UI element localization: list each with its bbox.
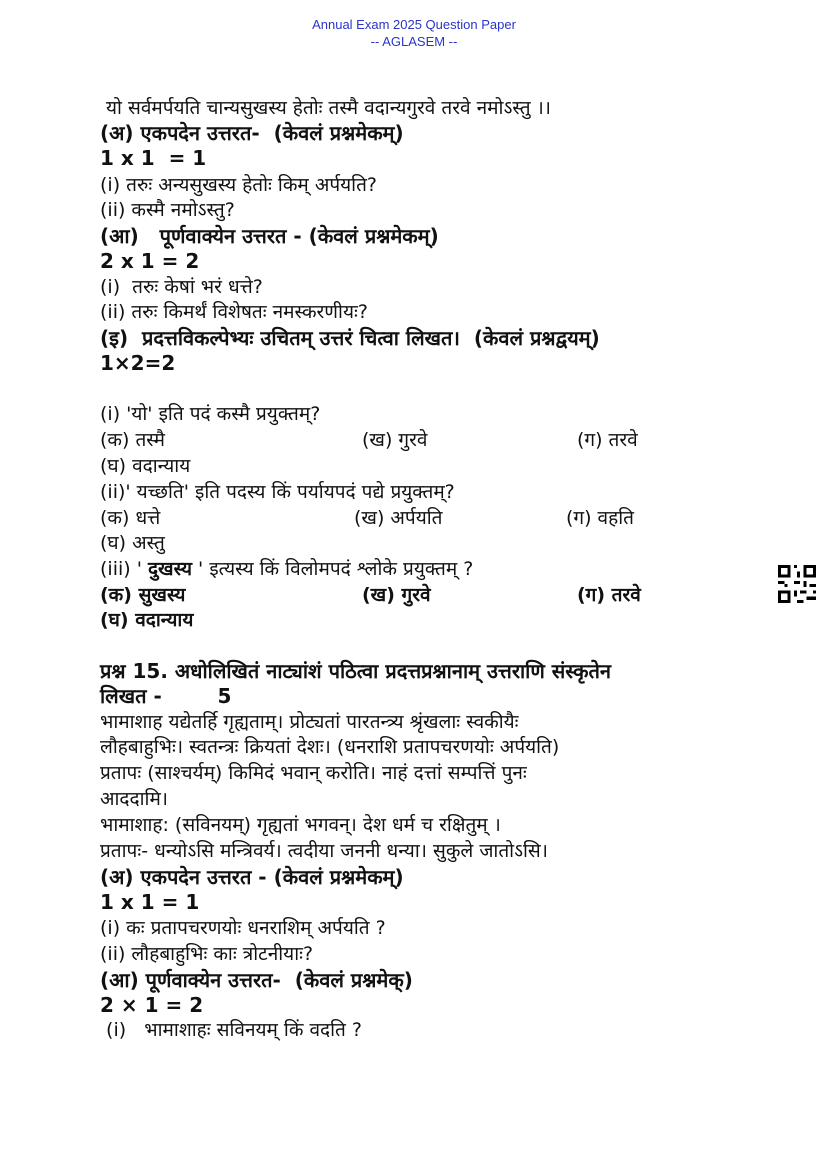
- marks: 1 x 1 = 1: [100, 890, 200, 914]
- passage-line: भामाशाह: (सविनयम्) गृह्यतां भगवन्। देश धर्म च रक्षितुम् ।: [100, 814, 501, 836]
- question: (i) तरुः अन्यसुखस्य हेतोः किम् अर्पयति?: [100, 174, 377, 196]
- question: (ii)' यच्छति' इति पदस्य किं पर्यायपदं पद्ये प्रयुक्तम्?: [100, 481, 455, 503]
- passage-line: प्रतापः- धन्योऽसि मन्त्रिवर्य। त्वदीया जननी धन्या। सुकुले जातोऽसि।: [100, 840, 548, 862]
- header-source: -- AGLASEM --: [370, 34, 458, 49]
- question: (i) कः प्रतापचरणयोः धनराशिम् अर्पयति ?: [100, 917, 386, 939]
- question: (i) तरुः केषां भरं धत्ते?: [100, 276, 263, 298]
- question: (i) भामाशाहः सविनयम् किं वदति ?: [100, 1019, 363, 1041]
- verse-line: यो सर्वमर्पयति चान्यसुखस्य हेतोः तस्मै वदान्यगुरवे तरवे नमोऽस्तु ।।: [106, 97, 551, 119]
- marks: 2 × 1 = 2: [100, 993, 204, 1017]
- option: (क) तस्मै: [100, 429, 166, 451]
- marks: 1×2=2: [100, 351, 176, 375]
- question-prefix: (iii) ': [100, 558, 148, 580]
- question: (i) 'यो' इति पदं कस्मै प्रयुक्तम्?: [100, 403, 321, 425]
- option: (ख) गुरवे: [362, 429, 428, 451]
- option: (ग) वहति: [566, 507, 634, 529]
- section-heading: (आ) पूर्णवाक्येन उत्तरत - (केवलं प्रश्नमेकम्): [100, 224, 439, 248]
- question: (ii) तरुः किमर्थं विशेषतः नमस्करणीयः?: [100, 301, 368, 323]
- option: (क) धत्ते: [100, 507, 161, 529]
- passage-line: आददामि।: [100, 788, 169, 810]
- question: [100, 557, 473, 581]
- option: (घ) वदान्याय: [100, 455, 191, 477]
- question: (ii) कस्मै नमोऽस्तु?: [100, 199, 235, 221]
- passage-line: प्रतापः (साश्चर्यम्) किमिदं भवान् करोति। नाहं दत्तां सम्पत्तिं पुनः: [100, 762, 527, 784]
- marks: 1 x 1 = 1: [100, 146, 207, 170]
- question: (ii) लौहबाहुभिः काः त्रोटनीयाः?: [100, 943, 314, 965]
- option: (ग) तरवे: [577, 584, 641, 606]
- marks: 2 x 1 = 2: [100, 249, 200, 273]
- option: (घ) अस्तु: [100, 532, 165, 554]
- option: (ग) तरवे: [577, 429, 638, 451]
- question-keyword: दुखस्य: [147, 558, 193, 580]
- passage-line: भामाशाह यद्येतर्हि गृह्यताम्। प्रोट्यतां पारतन्त्र्य श्रृंखलाः स्वकीयैः: [100, 711, 519, 733]
- section-heading: (अ) एकपदेन उत्तरत- (केवलं प्रश्नमेकम्): [100, 121, 404, 145]
- passage-line: लौहबाहुभिः। स्वतन्त्रः क्रियतां देशः। (धनराशि प्रतापचरणयोः अर्पयति): [100, 736, 560, 758]
- option: (ख) गुरवे: [362, 584, 431, 606]
- question-heading: लिखत - 5: [100, 684, 232, 708]
- option: (घ) वदान्याय: [100, 609, 194, 631]
- question-suffix: ' इत्यस्य किं विलोमपदं श्लोके प्रयुक्तम् ?: [192, 558, 474, 580]
- option: (ख) अर्पयति: [354, 507, 443, 529]
- section-heading: (अ) एकपदेन उत्तरत - (केवलं प्रश्नमेकम्): [100, 865, 404, 889]
- section-heading: (आ) पूर्णवाक्येन उत्तरत- (केवलं प्रश्नमेक्): [100, 968, 413, 992]
- question-heading: प्रश्न 15. अधोलिखितं नाट्यांशं पठित्वा प्रदत्तप्रश्नानाम् उत्तराणि संस्कृतेन: [100, 659, 611, 683]
- header-title: Annual Exam 2025 Question Paper: [312, 17, 516, 32]
- option: (क) सुखस्य: [100, 584, 186, 606]
- section-heading: (इ) प्रदत्तविकल्पेभ्यः उचितम् उत्तरं चित्वा लिखत। (केवलं प्रश्नद्वयम्): [100, 326, 600, 350]
- qr-code-icon: [778, 565, 816, 603]
